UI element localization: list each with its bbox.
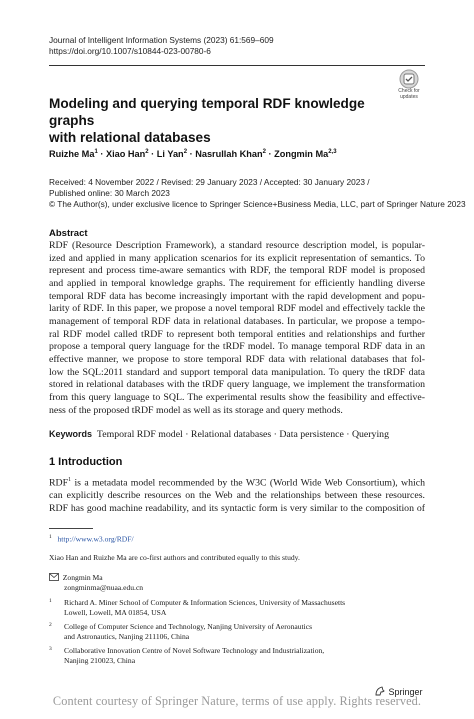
affiliation-number: 2 [49, 622, 52, 628]
affiliation-line: Nanjing 210023, China [64, 656, 136, 665]
introduction-text [49, 474, 425, 515]
author-affiliation-mark: 2 [145, 149, 149, 155]
abstract-line: represent and process time-aware semantics with RDF, the temporal RDF model is proposed [49, 265, 425, 277]
intro-line: RDF has good machine readability, and its syntactic form is very similar to the composition of [49, 502, 425, 514]
abstract-line: RDF (Resource Description Framework), a standard resource description model, is popular- [49, 240, 425, 251]
footnote-link[interactable]: http://www.w3.org/RDF/ [57, 534, 134, 544]
check-updates-icon [393, 69, 425, 89]
affiliation-number: 1 [49, 598, 52, 604]
cofirst-note: Xiao Han and Ruizhe Ma are co-first authors and contributed equally to this study. [49, 553, 300, 562]
corresponding-author [49, 573, 103, 583]
history-line-2: Published online: 30 March 2023 [49, 188, 170, 198]
intro-line [49, 474, 425, 490]
abstract-line: low the SQL:2011 standard and support temporal data manipulation. To query the tRDF data [49, 366, 425, 378]
header-rule [49, 65, 425, 66]
abstract-line: ral RDF model called tRDF to represent both temporal entities and relationships and further [49, 328, 425, 340]
author-name[interactable]: Li Yan [156, 149, 184, 160]
author-name[interactable]: Nasrullah Khan [195, 149, 263, 160]
intro-line: can explicitly describe resources on the Web and the relationships between these resources. [49, 489, 425, 501]
contact-email[interactable]: zongminma@nuaa.edu.cn [64, 583, 144, 592]
section-heading-introduction: 1 Introduction [49, 456, 123, 468]
affiliation-line: Richard A. Miner School of Computer & Information Sciences, University of Massachusetts [64, 598, 346, 607]
envelope-icon [49, 573, 59, 581]
affiliation-line: College of Computer Science and Technology, Nanjing University of Aeronautics [64, 622, 313, 631]
check-for-updates-badge[interactable] [393, 69, 425, 101]
history-line-1: Received: 4 November 2022 / Revised: 29 January 2023 / Accepted: 30 January 2023 / [49, 177, 370, 187]
affiliation-line: Collaborative Innovation Centre of Novel Software Technology and Industrialization, [64, 646, 325, 655]
abstract-line: propose a temporal query language for the tRDF model. To manage temporal RDF data in an [49, 341, 425, 353]
journal-citation: Journal of Intelligent Information Systems (2023) 61:569–609 [49, 35, 274, 45]
abstract-heading: Abstract [49, 228, 88, 239]
affiliation-line: and Astronautics, Nanjing 211106, China [64, 632, 190, 641]
badge-line-1: Check for [398, 88, 420, 94]
author-affiliation-mark: 2 [183, 149, 188, 155]
contact-name: Zongmin Ma [62, 573, 103, 582]
title-line-1: Modeling and querying temporal RDF knowledge graphs [49, 96, 365, 128]
paper-title [49, 95, 379, 146]
intro-first-word: RDF [49, 477, 69, 489]
abstract-line: ness of the proposed tRDF model as well as its storage and query methods. [49, 404, 343, 416]
title-line-2: with relational databases [49, 130, 211, 145]
abstract-line: larity of RDF. In this paper, we propose a novel temporal RDF model and effectively tackle the [49, 303, 425, 315]
courtesy-notice: Content courtesy of Springer Nature, terms of use apply. Rights reserved. [52, 694, 422, 708]
abstract-line: temporal RDF data has become increasingly important with the rapid development and popu- [49, 290, 425, 302]
copyright-line: © The Author(s), under exclusive licence to Springer Science+Business Media, LLC, part of Springer Nature 2023 [49, 199, 466, 209]
affiliation-line: Lowell, Lowell, MA 01854, USA [64, 608, 167, 617]
badge-line-2: updates [400, 93, 418, 100]
footnote-ref-1[interactable]: 1 [68, 477, 72, 483]
footnote-number: 1 [49, 534, 52, 540]
intro-line-text: is a metadata model recommended by the W3C (World Wide Web Consortium), which [74, 477, 425, 489]
abstract-line: and applied in temporal knowledge graphs. The requirement for efficiently handling diverse [49, 277, 425, 289]
author-name[interactable]: Xiao Han [105, 149, 146, 160]
keywords [49, 429, 389, 440]
author-affiliation-mark: 2,3 [328, 149, 337, 155]
keywords-text: Temporal RDF model · Relational databases · Data persistence · Querying [96, 429, 389, 440]
abstract-text [49, 240, 425, 417]
author-list: Ruizhe $Ma^1$ · Xiao Han$^2$ · Li Yan$^2$ · Nasrullah Khan$^2$ · Zongmin Ma$^{2,3}$ [49, 149, 337, 160]
publication-history [49, 177, 466, 210]
abstract-line: effective manner, we propose to store temporal RDF data with relational databases that fol- [49, 353, 425, 365]
footnote-separator [49, 528, 93, 529]
keywords-label: Keywords [49, 429, 93, 439]
author-affiliation-mark: 2 [262, 149, 266, 155]
author-name[interactable]: Ruizhe Ma [49, 149, 95, 160]
abstract-line: stored in relational databases with the tRDF query language, we implement the transformation [49, 379, 425, 391]
abstract-line: from this query language to SQL. The experimental results show the feasibility and effective- [49, 391, 425, 403]
doi-link[interactable]: https://doi.org/10.1007/s10844-023-00780-6 [49, 46, 211, 56]
abstract-line: ized and applied in many application scenarios for its explicit representation of semantics. To [49, 252, 425, 264]
footnote-1 [49, 532, 134, 545]
running-header [49, 35, 274, 57]
abstract-line: management of temporal RDF data in relational databases. In particular, we propose a tempo- [49, 315, 425, 327]
affiliation-number: 3 [49, 646, 52, 652]
publisher-name: Springer [388, 687, 423, 697]
author-affiliation-mark: 1 [94, 149, 98, 155]
author-name[interactable]: Zongmin Ma [274, 149, 329, 160]
